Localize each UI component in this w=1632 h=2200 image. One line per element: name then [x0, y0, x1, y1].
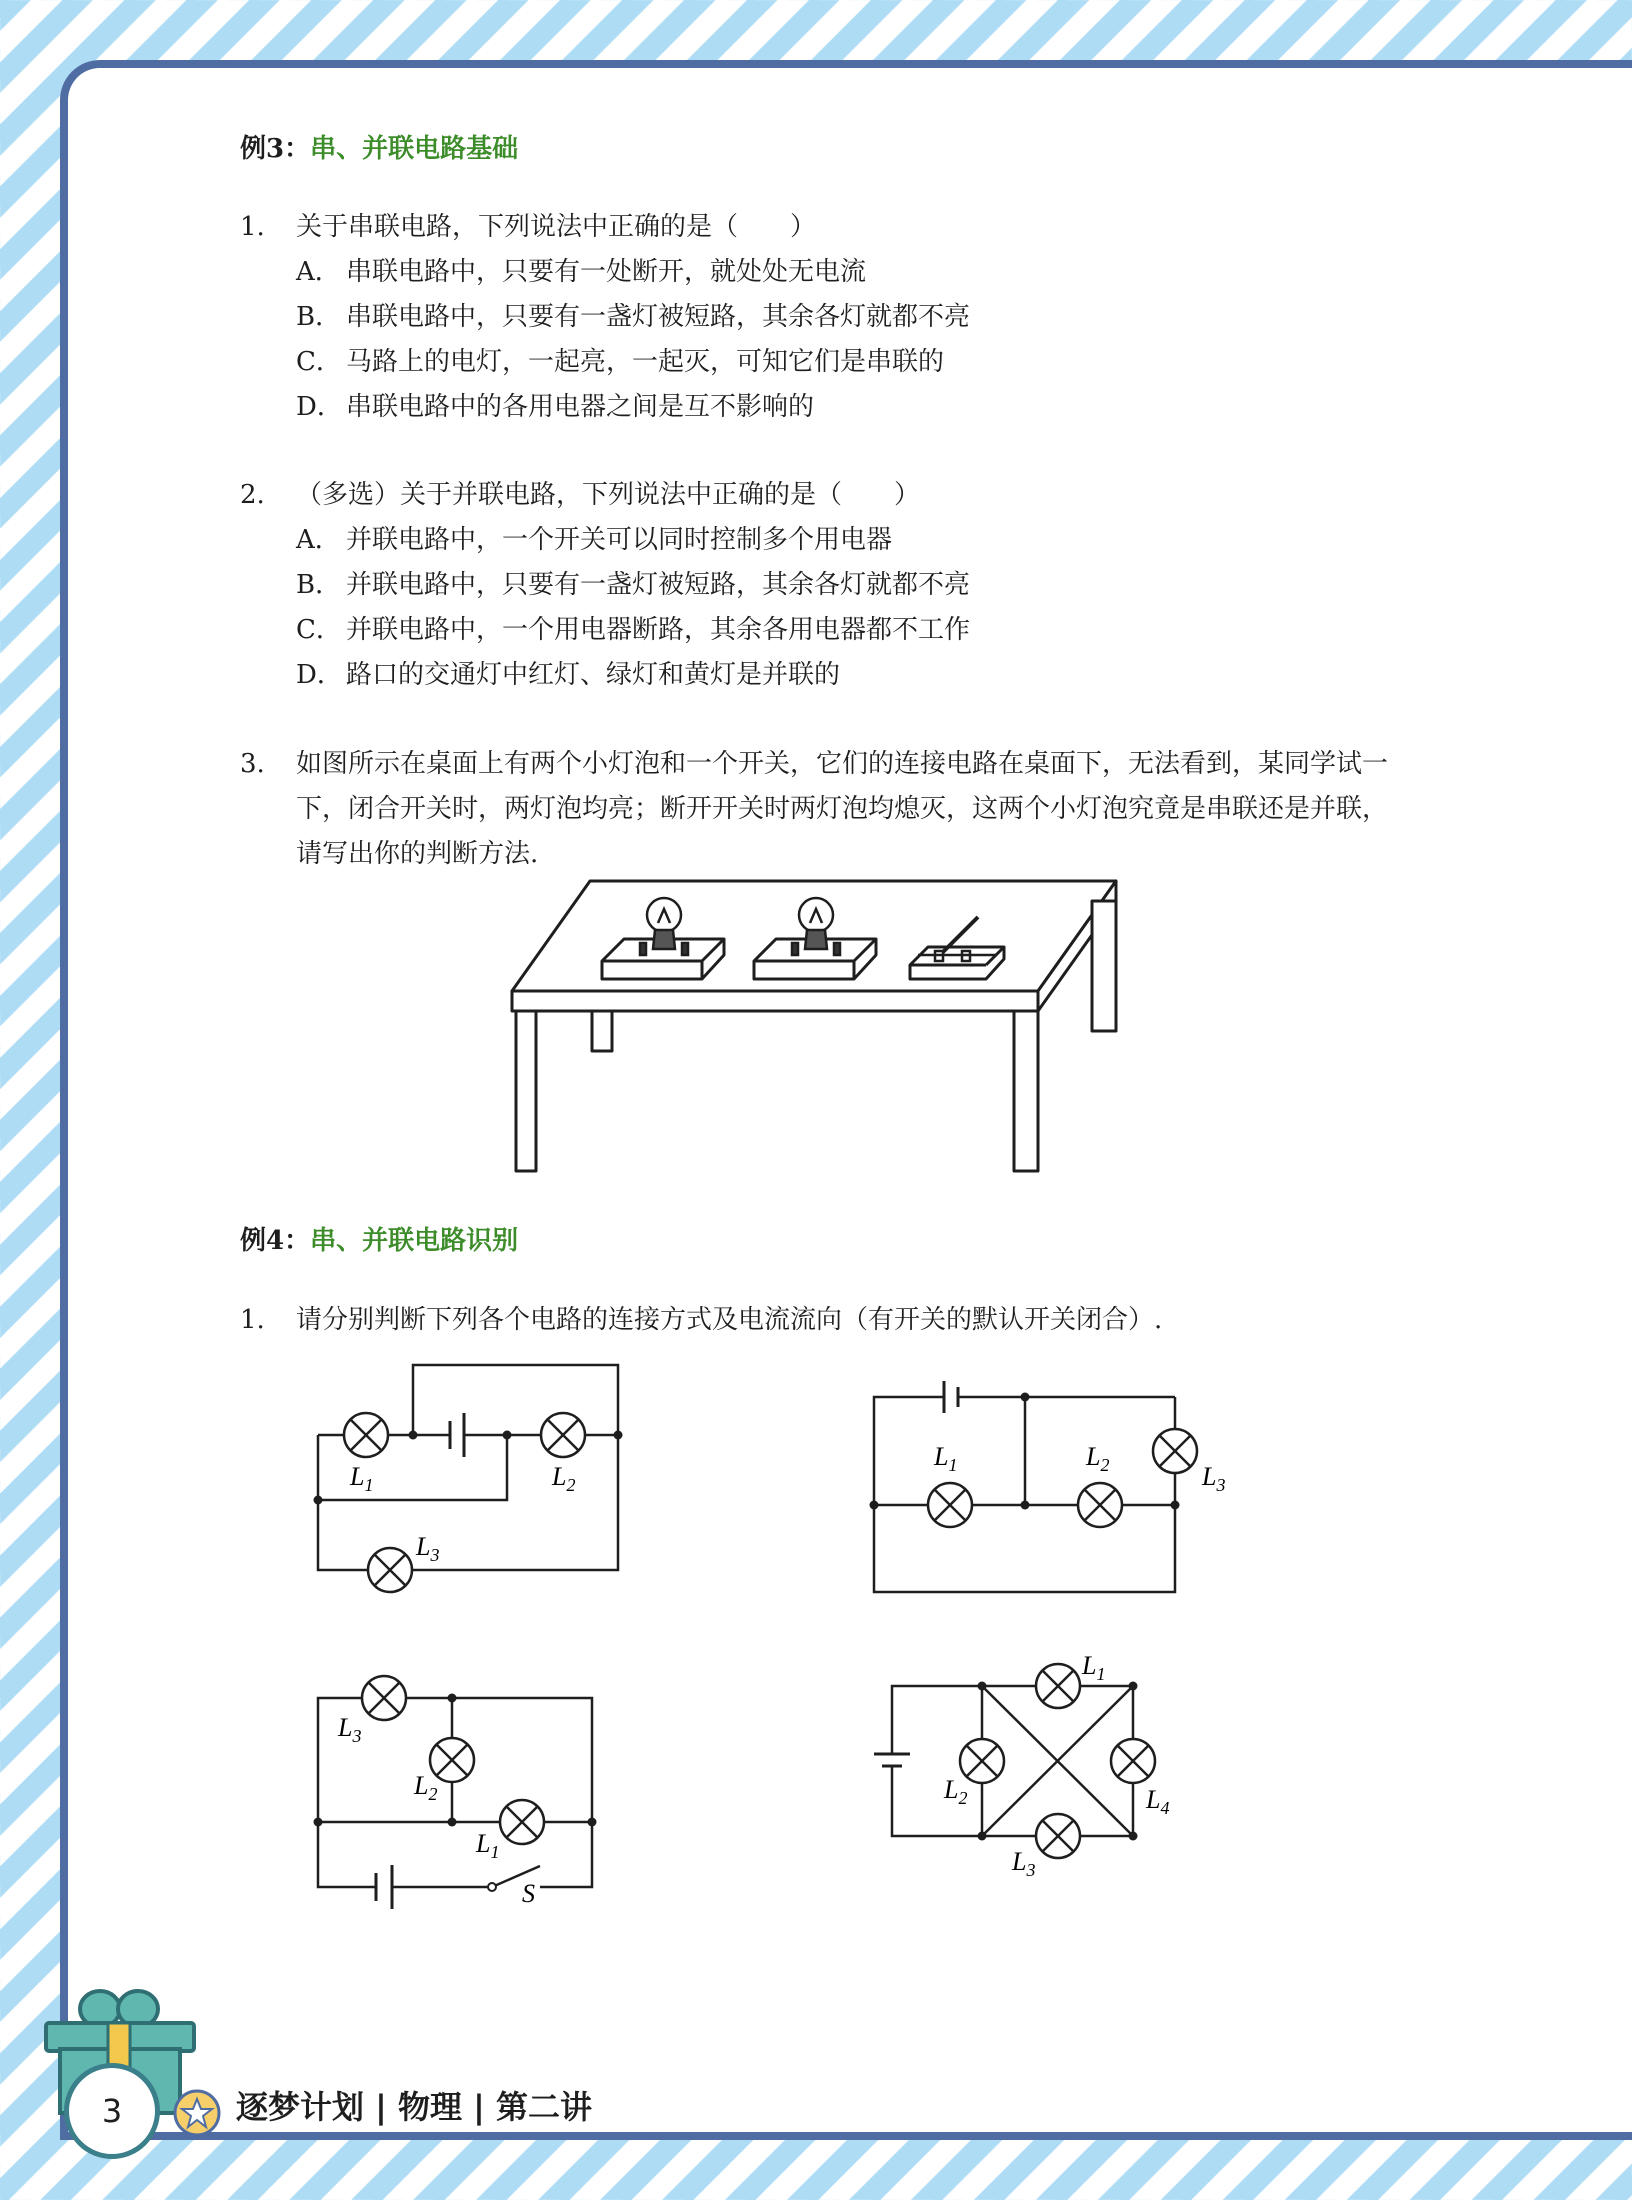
question-stem: 如图所示在桌面上有两个小灯泡和一个开关，它们的连接电路在桌面下，无法看到，某同学试一下，闭合开关时，两灯泡均亮；断开开关时两灯泡均熄灭，这两个小灯泡究竟是串联还是并联，请写出你的判断方法. [296, 749, 1389, 869]
lamp-l1 [1036, 1664, 1080, 1708]
lamp-l3 [1153, 1429, 1197, 1473]
lamp-l3 [362, 1676, 406, 1720]
question-1 [240, 205, 1420, 430]
question-stem: 关于串联电路，下列说法中正确的是（ ） [296, 212, 817, 242]
question-number: 1. [240, 1305, 265, 1335]
example4-header [240, 1220, 518, 1257]
option-c: C． 并联电路中，一个用电器断路，其余各用电器都不工作 [296, 615, 971, 645]
question-number: 2. [240, 480, 265, 510]
light-bulb-icon [799, 898, 833, 932]
label-l1: $L_1$ [350, 1462, 374, 1495]
lamp-l3 [368, 1548, 412, 1592]
lamp-l2 [430, 1738, 474, 1782]
table-leg [1014, 1011, 1038, 1171]
label-l2: $L_2$ [414, 1771, 438, 1804]
option-a: A． 并联电路中，一个开关可以同时控制多个用电器 [296, 525, 893, 555]
lamp-l4 [1111, 1739, 1155, 1783]
question-stem: （多选）关于并联电路，下列说法中正确的是（ ） [296, 480, 921, 510]
question-stem: 请分别判断下列各个电路的连接方式及电流流向（有开关的默认开关闭合）. [296, 1305, 1163, 1335]
lamp-l2 [960, 1739, 1004, 1783]
table-leg [516, 1011, 536, 1171]
light-bulb-icon [647, 898, 681, 932]
circuit-diagram-1 [300, 1355, 640, 1605]
table-leg [592, 1011, 612, 1051]
example3-label: 例3： [240, 134, 311, 164]
lamp-l1 [500, 1800, 544, 1844]
label-l1: $L_1$ [1082, 1651, 1106, 1684]
example3-title: 串、并联电路基础 [310, 134, 519, 164]
table-front-edge [512, 991, 1038, 1011]
circuit-diagram-4 [860, 1640, 1220, 1880]
option-b: B． 并联电路中，只要有一盏灯被短路，其余各灯就都不亮 [296, 570, 971, 600]
label-l2: $L_2$ [552, 1462, 576, 1495]
label-l2: $L_2$ [1086, 1442, 1110, 1475]
label-l1: $L_1$ [934, 1442, 958, 1475]
switch-contact [488, 1883, 496, 1891]
example4-label: 例4： [240, 1226, 311, 1256]
label-l1: $L_1$ [476, 1829, 500, 1862]
lamp-l1 [344, 1413, 388, 1457]
example4-question-1 [240, 1298, 1420, 1343]
label-l2: $L_2$ [944, 1775, 968, 1808]
option-b: B． 串联电路中，只要有一盏灯被短路，其余各灯就都不亮 [296, 302, 971, 332]
option-c: C． 马路上的电灯，一起亮，一起灭，可知它们是串联的 [296, 347, 945, 377]
option-d: D． 串联电路中的各用电器之间是互不影响的 [296, 392, 815, 422]
label-l3: $L_3$ [416, 1532, 440, 1565]
table-figure [500, 875, 1140, 1175]
option-a: A． 串联电路中，只要有一处断开，就处处无电流 [296, 257, 867, 287]
lamp-l2 [541, 1413, 585, 1457]
star-badge-icon [172, 2088, 222, 2138]
option-d: D． 路口的交通灯中红灯、绿灯和黄灯是并联的 [296, 660, 841, 690]
lamp-l2 [1078, 1483, 1122, 1527]
question-2 [240, 473, 1420, 698]
question-number: 3. [240, 749, 265, 779]
question-3 [240, 742, 1400, 877]
table-leg [1092, 901, 1116, 1031]
page-number: 3 [64, 2063, 160, 2159]
footer-title: 逐梦计划 | 物理 | 第二讲 [236, 2088, 592, 2126]
example4-title: 串、并联电路识别 [310, 1226, 519, 1256]
lamp-l1 [928, 1483, 972, 1527]
label-switch: S [522, 1879, 535, 1908]
example3-header [240, 128, 518, 165]
lamp-l3 [1036, 1814, 1080, 1858]
circuit-diagram-2 [860, 1375, 1260, 1605]
label-l4: $L_4$ [1146, 1785, 1170, 1818]
circuit-diagram-3 [300, 1670, 620, 1920]
label-l3: $L_3$ [1012, 1847, 1036, 1880]
label-l3: $L_3$ [1202, 1462, 1226, 1495]
label-l3: $L_3$ [338, 1713, 362, 1746]
question-number: 1. [240, 212, 265, 242]
